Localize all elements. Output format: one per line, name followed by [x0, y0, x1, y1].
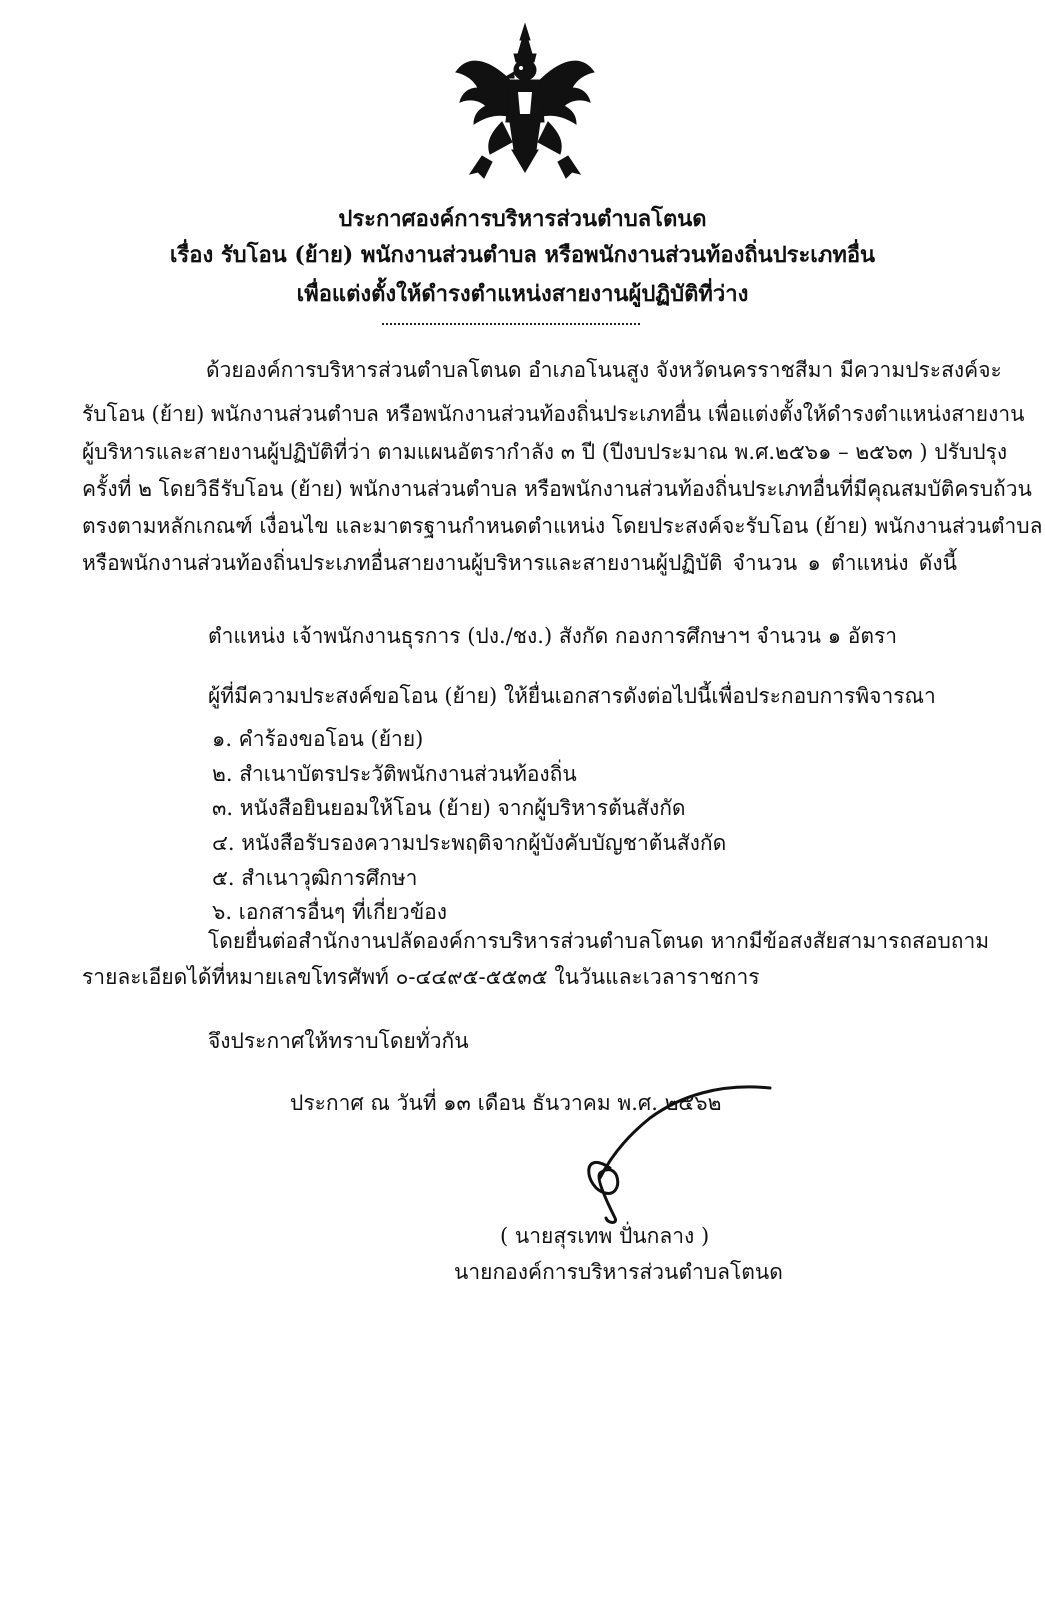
date-line: ประกาศ ณ วันที่ ๑๓ เดือน ธันวาคม พ.ศ. ๒๕๖๒	[290, 1091, 722, 1115]
intro-line-5: ตรงตามหลักเกณฑ์ เงื่อนไข และมาตรฐานกำหนดตำแหน่ง โดยประสงค์จะรับโอน (ย้าย) พนักงานส่วนตำบล	[82, 514, 1043, 538]
intro-line-6: หรือพนักงานส่วนท้องถิ่นประเภทอื่นสายงานผู้บริหารและสายงานผู้ปฏิบัติ จำนวน ๑ ตำแหน่ง ดังนี้	[82, 551, 957, 575]
handwritten-signature-icon	[570, 1078, 790, 1228]
intro-line-2: รับโอน (ย้าย) พนักงานส่วนตำบล หรือพนักงานส่วนท้องถิ่นประเภทอื่น เพื่อแต่งตั้งให้ดำรงตำแหน่งสายงาน	[82, 402, 1025, 426]
intro-line-1: ด้วยองค์การบริหารส่วนตำบลโตนด อำเภอโนนสูง จังหวัดนครราชสีมา มีความประสงค์จะ	[206, 358, 1002, 382]
document-item: ๖. เอกสารอื่นๆ ที่เกี่ยวข้อง	[212, 900, 448, 924]
document-item: ๓. หนังสือยินยอมให้โอน (ย้าย) จากผู้บริหารต้นสังกัด	[212, 796, 686, 820]
document-item: ๕. สำเนาวุฒิการศึกษา	[212, 866, 418, 890]
submit-line-1: โดยยื่นต่อสำนักงานปลัดองค์การบริหารส่วนตำบลโตนด หากมีข้อสงสัยสามารถสอบถาม	[208, 929, 990, 953]
signer-name: ( นายสุรเทพ ปั่นกลาง )	[500, 1224, 710, 1248]
submit-line-2: รายละเอียดได้ที่หมายเลขโทรศัพท์ ๐-๔๔๙๕-๕๕๓๕ ในวันและเวลาราชการ	[82, 965, 760, 989]
document-item: ๔. หนังสือรับรองความประพฤติจากผู้บังคับบัญชาต้นสังกัด	[212, 831, 727, 855]
documents-intro: ผู้ที่มีความประสงค์ขอโอน (ย้าย) ให้ยื่นเอกสารดังต่อไปนี้เพื่อประกอบการพิจารณา	[208, 684, 936, 708]
closing-text: จึงประกาศให้ทราบโดยทั่วกัน	[208, 1029, 469, 1053]
document-item: ๑. คำร้องขอโอน (ย้าย)	[212, 727, 424, 751]
announcement-title: ประกาศองค์การบริหารส่วนตำบลโตนด	[338, 206, 707, 232]
document-item: ๒. สำเนาบัตรประวัติพนักงานส่วนท้องถิ่น	[212, 762, 577, 786]
intro-line-4: ครั้งที่ ๒ โดยวิธีรับโอน (ย้าย) พนักงานส่วนตำบล หรือพนักงานส่วนท้องถิ่นประเภทอื่นที่มีคุณสมบัติครบถ้วน	[82, 477, 1032, 501]
announcement-subject: เรื่อง รับโอน (ย้าย) พนักงานส่วนตำบล หรือพนักงานส่วนท้องถิ่นประเภทอื่น	[169, 242, 876, 268]
signer-title: นายกองค์การบริหารส่วนตำบลโตนด	[454, 1260, 783, 1284]
position-line: ตำแหน่ง เจ้าพนักงานธุรการ (ปง./ชง.) สังกัด กองการศึกษาฯ จำนวน ๑ อัตรา	[208, 624, 898, 648]
garuda-emblem-icon	[452, 22, 598, 180]
intro-line-3: ผู้บริหารและสายงานผู้ปฏิบัติที่ว่า ตามแผนอัตรากำลัง ๓ ปี (ปีงบประมาณ พ.ศ.๒๕๖๑ – ๒๕๖๓ ) ปรับปรุง	[82, 440, 1008, 464]
separator-dotted-line	[382, 323, 640, 325]
announcement-subject-line2: เพื่อแต่งตั้งให้ดำรงตำแหน่งสายงานผู้ปฏิบัติที่ว่าง	[296, 281, 749, 307]
